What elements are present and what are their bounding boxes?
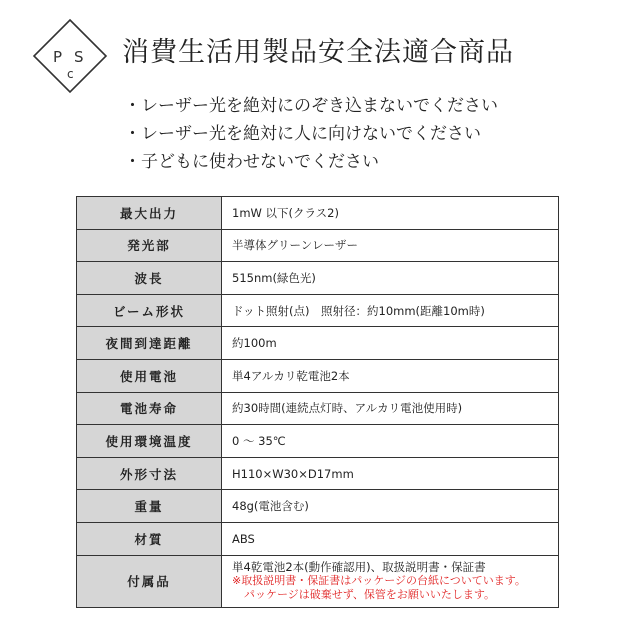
pse-mark-icon (32, 18, 108, 94)
spec-value: H110×W30×D17mm (222, 457, 559, 490)
spec-key: 外形寸法 (77, 457, 222, 490)
spec-key: 付属品 (77, 555, 222, 607)
table-row (77, 229, 559, 262)
spec-table (76, 196, 559, 608)
spec-value: 515nm(緑色光) (222, 262, 559, 295)
spec-key: ビーム形状 (77, 294, 222, 327)
spec-key: 重量 (77, 490, 222, 523)
spec-value: 単4乾電池2本(動作確認用)、取扱説明書・保証書 (232, 560, 486, 575)
spec-key: 最大出力 (77, 197, 222, 230)
table-row (77, 490, 559, 523)
table-row (77, 392, 559, 425)
table-row (77, 555, 559, 607)
table-row (77, 327, 559, 360)
table-row (77, 425, 559, 458)
spec-value: 1mW 以下(クラス2) (222, 197, 559, 230)
table-row (77, 294, 559, 327)
spec-value: 48g(電池含む) (222, 490, 559, 523)
warning-list (124, 92, 498, 176)
spec-key: 使用電池 (77, 359, 222, 392)
table-row (77, 359, 559, 392)
spec-key: 夜間到達距離 (77, 327, 222, 360)
spec-value-cell (222, 555, 559, 607)
spec-value: 半導体グリーンレーザー (222, 229, 559, 262)
pse-mark-c: c (67, 67, 74, 81)
pse-mark-p: P (53, 48, 63, 66)
table-row (77, 262, 559, 295)
spec-key: 波長 (77, 262, 222, 295)
pse-mark-s: S (74, 48, 84, 66)
spec-key: 材質 (77, 522, 222, 555)
spec-note: ※取扱説明書・保証書はパッケージの台紙についています。 (232, 574, 526, 588)
warning-item: ・子どもに使わせないでください (124, 152, 379, 172)
spec-value: 約30時間(連続点灯時、アルカリ電池使用時) (222, 392, 559, 425)
table-row (77, 522, 559, 555)
header (0, 0, 640, 90)
spec-value: 0 ～ 35℃ (222, 425, 559, 458)
table-row (77, 457, 559, 490)
spec-key: 電池寿命 (77, 392, 222, 425)
spec-value: ABS (222, 522, 559, 555)
spec-value: 約100m (222, 327, 559, 360)
warning-item: ・レーザー光を絶対に人に向けないでください (124, 124, 481, 144)
spec-key: 発光部 (77, 229, 222, 262)
spec-note: パッケージは破棄せず、保管をお願いいたします。 (244, 588, 496, 602)
table-row (77, 197, 559, 230)
spec-value: 単4アルカリ乾電池2本 (222, 359, 559, 392)
warning-item: ・レーザー光を絶対にのぞき込まないでください (124, 96, 498, 116)
spec-value: ドット照射(点) 照射径：約10mm(距離10m時) (222, 294, 559, 327)
page-title: 消費生活用製品安全法適合商品 (122, 37, 514, 68)
spec-key: 使用環境温度 (77, 425, 222, 458)
